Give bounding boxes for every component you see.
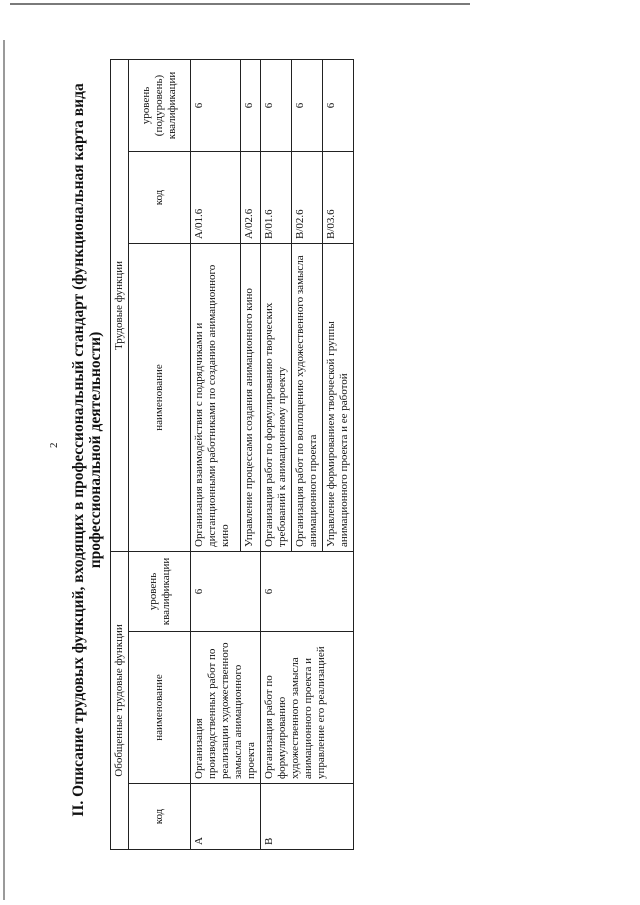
table-row <box>191 59 241 849</box>
header-code: код <box>129 784 191 850</box>
function-name: Управление процессами создания анимационного кино <box>240 243 260 551</box>
function-name: Организация взаимодействия с подрядчиками и дистанционными работниками по созданию анимационного кино <box>191 243 241 551</box>
function-level: 6 <box>261 59 292 151</box>
gen-code-b: B <box>261 784 354 850</box>
scan-border-top <box>10 3 470 5</box>
scan-border-left <box>3 40 5 900</box>
functional-map-table <box>110 59 354 850</box>
gen-level-b: 6 <box>261 551 354 631</box>
function-code: B/03.6 <box>323 151 354 243</box>
section-title-line2: профессиональной деятельности) <box>87 331 104 569</box>
section-title-line1: II. Описание трудовых функций, входящих в профессиональный стандарт (функциональная карта вида <box>70 83 87 817</box>
function-code: B/02.6 <box>292 151 323 243</box>
header-row-1 <box>111 59 129 849</box>
function-level: 6 <box>191 59 241 151</box>
function-name: Организация работ по формулированию творческих требований к анимационному проекту <box>261 243 292 551</box>
header-labor-name: наименование <box>129 243 191 551</box>
function-name: Организация работ по воплощению художественного замысла анимационного проекта <box>292 243 323 551</box>
function-level: 6 <box>323 59 354 151</box>
header-labor: Трудовые функции <box>111 59 129 551</box>
header-row-2 <box>129 59 191 849</box>
function-level: 6 <box>292 59 323 151</box>
page-number: 2 <box>48 442 60 448</box>
function-code: A/02.6 <box>240 151 260 243</box>
function-name: Управление формированием творческой группы анимационного проекта и ее работой <box>323 243 354 551</box>
rotated-content <box>70 50 550 850</box>
header-sublevel: уровень (подуровень) квалификации <box>129 59 191 151</box>
header-labor-code: код <box>129 151 191 243</box>
function-code: B/01.6 <box>261 151 292 243</box>
header-name: наименование <box>129 632 191 784</box>
function-level: 6 <box>240 59 260 151</box>
header-level: уровень квалификации <box>129 551 191 631</box>
gen-name-a: Организация производственных работ по реализации художественного замысла анимационного проекта <box>191 632 261 784</box>
gen-name-b: Организация работ по формулированию художественного замысла анимационного проекта и управление его реализацией <box>261 632 354 784</box>
gen-level-a: 6 <box>191 551 261 631</box>
header-generalized: Обобщенные трудовые функции <box>111 551 129 849</box>
gen-code-a: A <box>191 784 261 850</box>
table-row <box>261 59 292 849</box>
section-title <box>70 50 104 850</box>
function-code: A/01.6 <box>191 151 241 243</box>
